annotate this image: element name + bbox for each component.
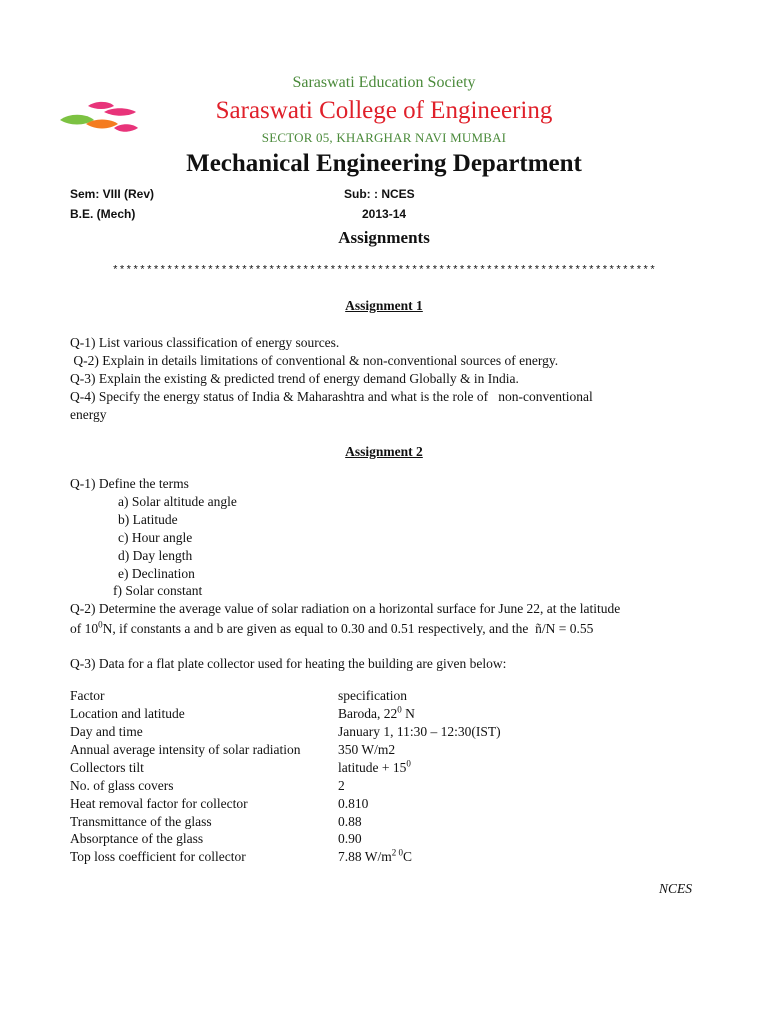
table-row-factor: Collectors tilt xyxy=(70,760,144,775)
semester-label: Sem: VIII (Rev) xyxy=(70,187,155,201)
table-row-factor: No. of glass covers xyxy=(70,778,174,793)
table-row-spec: 7.88 $W/m^{2 0}C$ xyxy=(338,847,413,864)
table-header-factor: Factor xyxy=(70,688,105,703)
term-item: d) Day length xyxy=(118,548,193,563)
term-item: b) Latitude xyxy=(118,512,178,527)
table-row-spec: 350 W/m2 xyxy=(338,742,396,757)
table-header-spec: specification xyxy=(338,688,407,703)
a1-question-3: Q-3) Explain the existing & predicted trend of energy demand Globally & in India. xyxy=(70,371,519,386)
table-row-factor: Heat removal factor for collector xyxy=(70,796,248,811)
table-row-factor: Top loss coefficient for collector xyxy=(70,849,246,864)
table-row-spec: latitude + $15^0$ xyxy=(338,758,411,775)
footer-subject: NCES xyxy=(659,881,693,896)
department-title: Mechanical Engineering Department xyxy=(186,150,582,177)
table-row-factor: Day and time xyxy=(70,724,143,739)
a1-question-1: Q-1) List various classification of energy sources. xyxy=(70,335,340,350)
term-item: c) Hour angle xyxy=(118,530,193,545)
academic-year: 2013-14 xyxy=(362,207,407,221)
a2-question-2: Q-2) Determine the average value of solar radiation on a horizontal surface for June 22, at the latitude xyxy=(70,601,621,616)
a2-question-1: Q-1) Define the terms xyxy=(70,476,189,491)
term-item: e) Declination xyxy=(118,566,195,581)
assignment-1-heading: Assignment 1 xyxy=(345,298,423,313)
table-row-factor: Annual average intensity of solar radiation xyxy=(70,742,301,757)
a2-question-3: Q-3) Data for a flat plate collector used for heating the building are given below: xyxy=(70,656,507,671)
college-name: Saraswati College of Engineering xyxy=(215,97,553,124)
a1-question-4: Q-4) Specify the energy status of India & Maharashtra and what is the role of non-conventional xyxy=(70,389,593,404)
table-row-factor: Location and latitude xyxy=(70,706,185,721)
table-row-factor: Transmittance of the glass xyxy=(70,814,212,829)
subject-label: Sub: : NCES xyxy=(344,187,415,201)
table-row-spec: 0.90 xyxy=(338,831,362,846)
society-name: Saraswati Education Society xyxy=(292,74,476,91)
assignment-2-heading: Assignment 2 xyxy=(345,444,423,459)
table-row-spec: 2 xyxy=(338,778,345,793)
term-item: f) Solar constant xyxy=(113,583,203,598)
assignments-title: Assignments xyxy=(338,228,430,247)
table-row-spec: 0.810 xyxy=(338,796,369,811)
table-row-spec: Baroda, $22^0$ N xyxy=(338,704,415,721)
table-row-spec: January 1, 11:30 – 12:30(IST) xyxy=(338,724,501,739)
table-row-factor: Absorptance of the glass xyxy=(70,831,204,846)
separator-line: ******************************************************************************** xyxy=(111,265,657,277)
a1-question-2: Q-2) Explain in details limitations of conventional & non-conventional sources of energy. xyxy=(70,353,559,368)
term-item: a) Solar altitude angle xyxy=(118,494,237,509)
a1-question-4-cont: energy xyxy=(70,407,107,422)
college-address: SECTOR 05, KHARGHAR NAVI MUMBAI xyxy=(261,130,507,145)
course-label: B.E. (Mech) xyxy=(70,207,136,221)
table-row-spec: 0.88 xyxy=(338,814,362,829)
a2-question-2-cont: of $10^0N$, if constants a and b are given as equal to 0.30 and 0.51 respectively, and the ñ/N = 0.55 xyxy=(70,619,594,636)
